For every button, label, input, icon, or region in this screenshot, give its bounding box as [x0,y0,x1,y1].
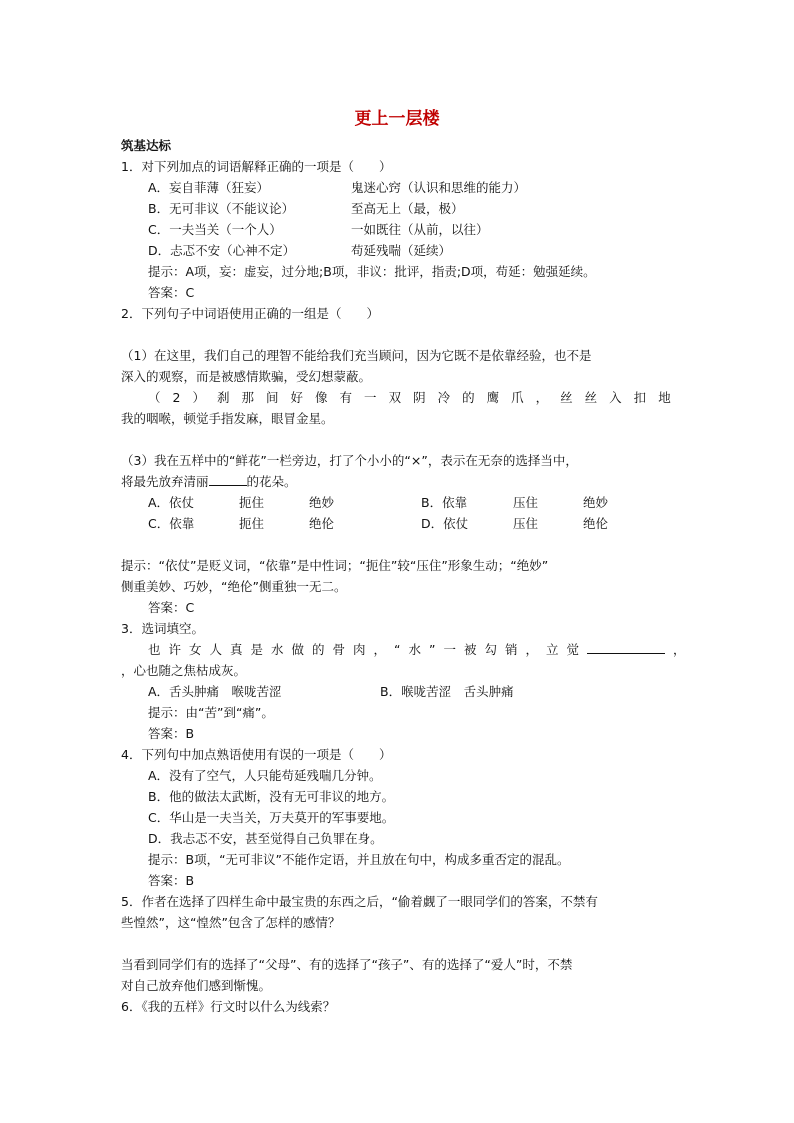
q4-option-d: D．我忐忑不安，甚至觉得自己负罪在身。 [148,831,383,846]
q2-sentence3-line1: （3）我在五样中的“鲜花”一栏旁边，打了个小小的“×”，表示在无奈的选择当中， [121,453,578,468]
q2-option-b-2: 压住 [513,495,539,510]
q1-option-c-right: 一如既往（从前，以往） [351,222,489,237]
q2-stem: 2．下列句子中词语使用正确的一组是（ ） [121,306,379,321]
q2-option-d-1: D．依仗 [421,516,469,531]
q2-sentence2-line2: 我的咽喉，顿觉手指发麻，眼冒金星。 [121,411,334,426]
q1-option-c: C．一夫当关（一个人） [148,222,282,237]
q2-sentence1-line2: 深入的观察，而是被感情欺骗，受幻想蒙蔽。 [121,369,372,384]
q2-option-c-2: 扼住 [239,516,265,531]
section-heading: 筑基达标 [121,138,172,153]
q1-option-a-right: 鬼迷心窍（认识和思维的能力） [351,180,527,195]
q3-option-a: A．舌头肿痛 喉咙苦涩 [148,684,282,699]
q5-answer-line2: 对自己放弃他们感到惭愧。 [121,978,272,993]
q2-sentence3-text-end: 的花朵。 [246,474,297,489]
q1-hint: 提示：A项，妄：虚妄，过分地;B项，非议：批评，指责;D项，苟延：勉强延续。 [148,264,596,279]
q2-option-d-2: 压住 [513,516,539,531]
q5-stem-line2: 些惶然”，这“惶然”包含了怎样的感情？ [121,915,341,930]
q1-option-d-right: 苟延残喘（延续） [351,243,452,258]
q3-option-b: B．喉咙苦涩 舌头肿痛 [380,684,514,699]
q3-line1-text: 也许女人真是水做的骨肉，“水”一被勾销，立觉 [148,642,587,657]
q2-sentence2-line1: （2）刹那间好像有一双阴冷的鹰爪，丝丝入扣地 [148,390,671,405]
q2-option-b-3: 绝妙 [583,495,609,510]
q4-option-c: C．华山是一夫当关，万夫莫开的军事要地。 [148,810,395,825]
q2-option-a-1: A．依仗 [148,495,195,510]
q3-hint: 提示：由“苦”到“痛”。 [148,705,274,720]
q6-stem: 6．《我的五样》行文时以什么为线索？ [121,999,336,1014]
page-title: 更上一层楼 [354,109,440,129]
q4-option-a: A．没有了空气，人只能苟延残喘几分钟。 [148,768,382,783]
q2-option-b-1: B．依靠 [421,495,468,510]
q2-sentence1-line1: （1）在这里，我们自己的理智不能给我们充当顾问，因为它既不是依靠经验，也不是 [121,348,592,363]
q4-hint: 提示：B项，“无可非议”不能作定语，并且放在句中，构成多重否定的混乱。 [148,852,570,867]
q3-line1 [148,641,685,659]
q1-option-b: B．无可非议（不能议论） [148,201,295,216]
q2-hint-line2: 侧重美妙、巧妙，“绝伦”侧重独一无二。 [121,579,347,594]
q2-sentence3-line2 [121,473,297,491]
q4-option-b: B．他的做法太武断，没有无可非议的地方。 [148,789,395,804]
q2-option-d-3: 绝伦 [583,516,609,531]
q3-blank [587,641,665,654]
q1-option-d: D．忐忑不安（心神不定） [148,243,296,258]
q4-stem: 4．下列句中加点熟语使用有误的一项是（ ） [121,747,392,762]
q2-blank [209,473,247,486]
q5-answer-line1: 当看到同学们有的选择了“父母”、有的选择了“孩子”、有的选择了“爱人”时，不禁 [121,957,573,972]
q3-stem: 3．选词填空。 [121,621,204,636]
q2-option-a-2: 扼住 [239,495,265,510]
q2-answer: 答案：C [148,600,195,615]
q2-sentence3-text: 将最先放弃清丽 [121,474,209,489]
q5-stem-line1: 5．作者在选择了四样生命中最宝贵的东西之后，“偷着觑了一眼同学们的答案，不禁有 [121,894,598,909]
q2-option-a-3: 绝妙 [309,495,335,510]
q1-answer: 答案：C [148,285,195,300]
q3-line1-comma: ， [672,642,686,657]
q1-option-b-right: 至高无上（最，极） [351,201,464,216]
q3-answer: 答案：B [148,726,195,741]
q2-option-c-3: 绝伦 [309,516,335,531]
q2-option-c-1: C．依靠 [148,516,195,531]
q4-answer: 答案：B [148,873,195,888]
q1-option-a: A．妄自菲薄（狂妄） [148,180,270,195]
q2-hint-line1: 提示：“依仗”是贬义词，“依靠”是中性词；“扼住”较“压住”形象生动；“绝妙” [121,558,549,573]
q1-stem: 1．对下列加点的词语解释正确的一项是（ ） [121,159,392,174]
q3-line2: ，心也随之焦枯成灰。 [121,663,247,678]
